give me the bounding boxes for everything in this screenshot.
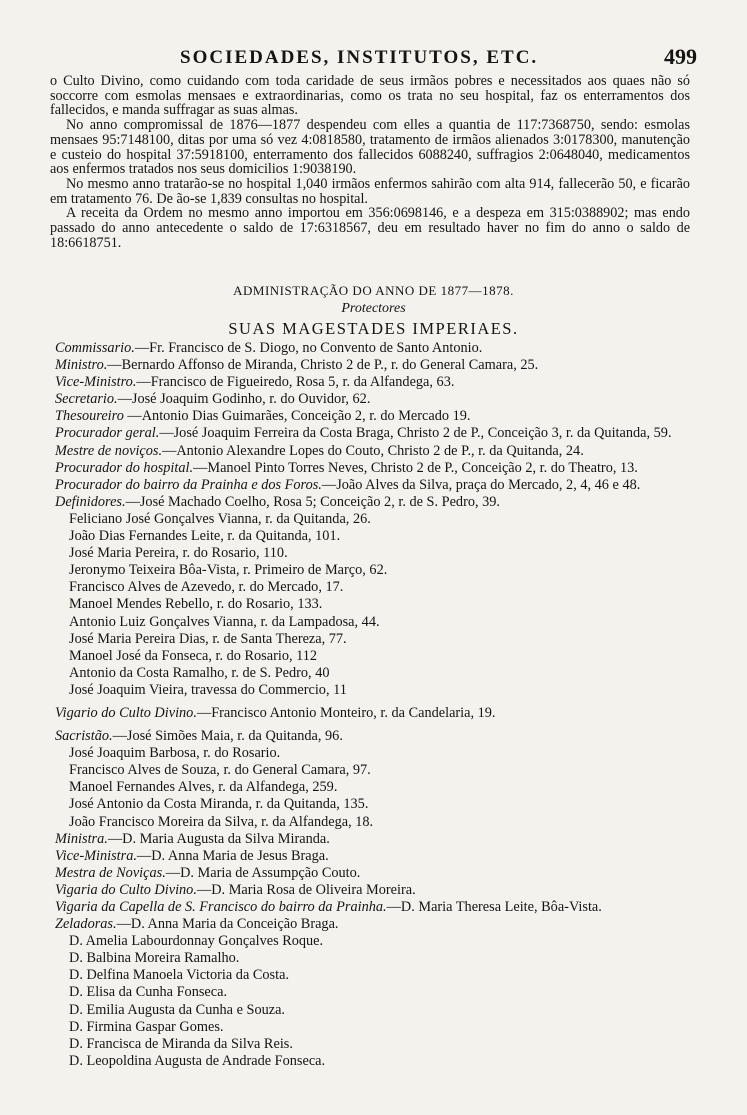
officer-entry [55,443,700,460]
officer-entry [55,374,700,391]
definidor-member: José Maria Pereira, r. do Rosario, 110. [69,545,288,562]
officer-entry [55,391,700,408]
intro-paragraph: No mesmo anno tratarão-se no hospital 1,040 irmãos enfermos sahirão com alta 914, fallecerão 50, e ficarão em tratamento 76. De ão-se 1,839 consultas no hospital. [50,175,690,207]
lady-name: —D. Anna Maria de Jesus Braga. [136,847,329,864]
administration-heading: ADMINISTRAÇÃO DO ANNO DE 1877—1878. [233,283,514,298]
zeladoras-role: Zeladoras. [55,916,117,933]
definidor-member: Antonio Luiz Gonçalves Vianna, r. da Lampadosa, 44. [69,613,380,630]
definidor-member: José Joaquim Vieira, travessa do Commercio, 11 [69,681,347,698]
definidor-member: Jeronymo Teixeira Bôa-Vista, r. Primeiro de Março, 62. [69,562,388,579]
page-header [0,44,747,73]
vigario-name: —Francisco Antonio Monteiro, r. da Candelaria, 19. [196,704,496,721]
sacristao-entry [55,728,700,745]
officer-role: Procurador geral. [55,425,160,442]
vigario-role: Vigario do Culto Divino. [55,704,197,721]
lady-role: Vice-Ministra. [55,847,137,864]
majesties-heading: SUAS MAGESTADES IMPERIAES. [228,319,519,338]
intro-text [50,74,690,250]
section-heading [0,283,747,339]
sacristao-member: José Joaquim Barbosa, r. do Rosario. [69,745,281,762]
definidor-member: Francisco Alves de Azevedo, r. do Mercado, 17. [69,579,344,596]
page-running-title: SOCIEDADES, INSTITUTOS, ETC. [180,47,539,68]
zeladora-member: D. Firmina Gaspar Gomes. [69,1018,224,1035]
definidor-member: José Maria Pereira Dias, r. de Santa Thereza, 77. [69,630,347,647]
officer-name: —Fr. Francisco de S. Diogo, no Convento de Santo Antonio. [134,340,483,356]
officer-entry [55,425,700,442]
intro-paragraph: o Culto Divino, como cuidando com toda caridade de seus irmãos pobres e necessitados aos quaes não só soccorre com esmolas mensaes e extraordinarias, como os trata no seu hospital, faz os enterramentos dos fallecidos, e manda suffragar as suas almas. [50,73,690,119]
intro-paragraph: No anno compromissal de 1876—1877 despendeu com elles a quantia de 117:7368750, sendo: esmolas mensaes 95:7148100, ditas por uma só vez 4:0818580, tratamento de irmãos alienados 3:0178300, manutenção e custeio do hospital 37:5918100, enterramento dos fallecidos 6088240, suffragios 2:0648040, medicamentos aos enfermos tratados nos seus domicilios 1:9038190. [50,117,690,178]
definidores-entry [55,494,700,511]
definidores-head: —José Machado Coelho, Rosa 5; Conceição 2, r. de S. Pedro, 39. [125,493,501,510]
definidores-role: Definidores. [55,493,126,510]
lady-officer-entry [55,899,700,916]
zeladora-member: D. Balbina Moreira Ramalho. [69,950,240,967]
zeladora-member: D. Delfina Manoela Victoria da Costa. [69,967,290,984]
definidor-member: Manoel José da Fonseca, r. do Rosario, 112 [69,647,318,664]
officer-name: —João Alves da Silva, praça do Mercado, 2, 4, 46 e 48. [321,476,641,493]
officer-role: Procurador do bairro da Prainha e dos Foros. [55,476,322,493]
officer-entry [55,460,700,477]
zeladoras-head: —D. Anna Maria da Conceição Braga. [116,916,339,933]
officer-role: Vice-Ministro. [55,374,137,391]
sacristao-head: —José Simões Maia, r. da Quitanda, 96. [112,728,343,745]
lady-role: Mestra de Noviças. [55,864,166,881]
officer-entry [55,357,700,374]
page-number: 499 [664,44,697,69]
definidor-member: João Dias Fernandes Leite, r. da Quitanda, 101. [69,528,341,545]
lady-name: —D. Maria Augusta da Silva Miranda. [107,830,330,847]
lady-officer-entry [55,831,700,848]
officer-entry [55,408,700,425]
officer-entry [55,477,700,494]
officer-role: Thesoureiro [55,408,124,425]
lady-officer-entry [55,882,700,899]
officer-name: —Manoel Pinto Torres Neves, Christo 2 de P., Conceição 2, r. do Theatro, 13. [193,459,638,476]
intro-paragraph: A receita da Ordem no mesmo anno importou em 356:0698146, e a despeza em 315:0388902; mas endo passado do anno antecedente o saldo de 17:6318567, deu em resultado haver no fim do anno o saldo de 18:6618751. [50,205,690,251]
officer-role: Ministro. [55,357,108,374]
officer-name: —Francisco de Figueiredo, Rosa 5, r. da Alfandega, 63. [136,374,455,391]
sacristao-member: José Antonio da Costa Miranda, r. da Quitanda, 135. [69,796,369,813]
lady-name: —D. Maria Rosa de Oliveira Moreira. [196,881,416,898]
officer-role: Mestre de noviços. [55,442,163,459]
zeladora-member: D. Emilia Augusta da Cunha e Souza. [69,1001,286,1018]
officer-role: Commissario. [55,340,135,356]
zeladora-member: D. Amelia Labourdonnay Gonçalves Roque. [69,933,324,950]
officer-role: Secretario. [55,391,118,408]
lady-role: Vigaria do Culto Divino. [55,881,197,898]
officer-name: —José Joaquim Godinho, r. do Ouvidor, 62. [117,391,371,408]
zeladora-member: D. Leopoldina Augusta de Andrade Fonseca. [69,1052,326,1069]
officer-name: —Antonio Dias Guimarães, Conceição 2, r. do Mercado 19. [123,408,471,425]
lady-role: Vigaria da Capella de S. Francisco do bairro da Prainha. [55,899,387,915]
sacristao-member: Francisco Alves de Souza, r. do General Camara, 97. [69,762,371,779]
definidor-member: Feliciano José Gonçalves Vianna, r. da Quitanda, 26. [69,510,371,527]
officer-name: —Bernardo Affonso de Miranda, Christo 2 de P., r. do General Camara, 25. [107,357,539,374]
lady-name: —D. Maria Theresa Leite, Bôa-Vista. [386,899,602,915]
sacristao-member: Manoel Fernandes Alves, r. da Alfandega, 259. [69,779,338,796]
vigario-entry [55,705,700,722]
lady-officer-entry [55,848,700,865]
officer-name: —José Joaquim Ferreira da Costa Braga, Christo 2 de P., Conceição 3, r. da Quitanda, 59. [159,425,672,442]
lady-role: Ministra. [55,830,108,847]
officer-name: —Antonio Alexandre Lopes do Couto, Christo 2 de P., r. da Quitanda, 24. [162,442,584,459]
sacristao-role: Sacristão. [55,728,113,745]
protectors-heading: Protectores [341,301,406,316]
zeladora-member: D. Francisca de Miranda da Silva Reis. [69,1035,293,1052]
definidor-member: Antonio da Costa Ramalho, r. de S. Pedro, 40 [69,664,330,681]
lady-officer-entry [55,865,700,882]
definidor-member: Manoel Mendes Rebello, r. do Rosario, 133. [69,596,323,613]
zeladora-member: D. Elisa da Cunha Fonseca. [69,984,228,1001]
officer-role: Procurador do hospital. [55,459,194,476]
zeladoras-entry [55,916,700,933]
sacristao-member: João Francisco Moreira da Silva, r. da Alfandega, 18. [69,813,374,830]
officer-entry [55,340,700,357]
lady-name: —D. Maria de Assumpção Couto. [165,864,361,881]
officer-roster [55,340,700,1070]
